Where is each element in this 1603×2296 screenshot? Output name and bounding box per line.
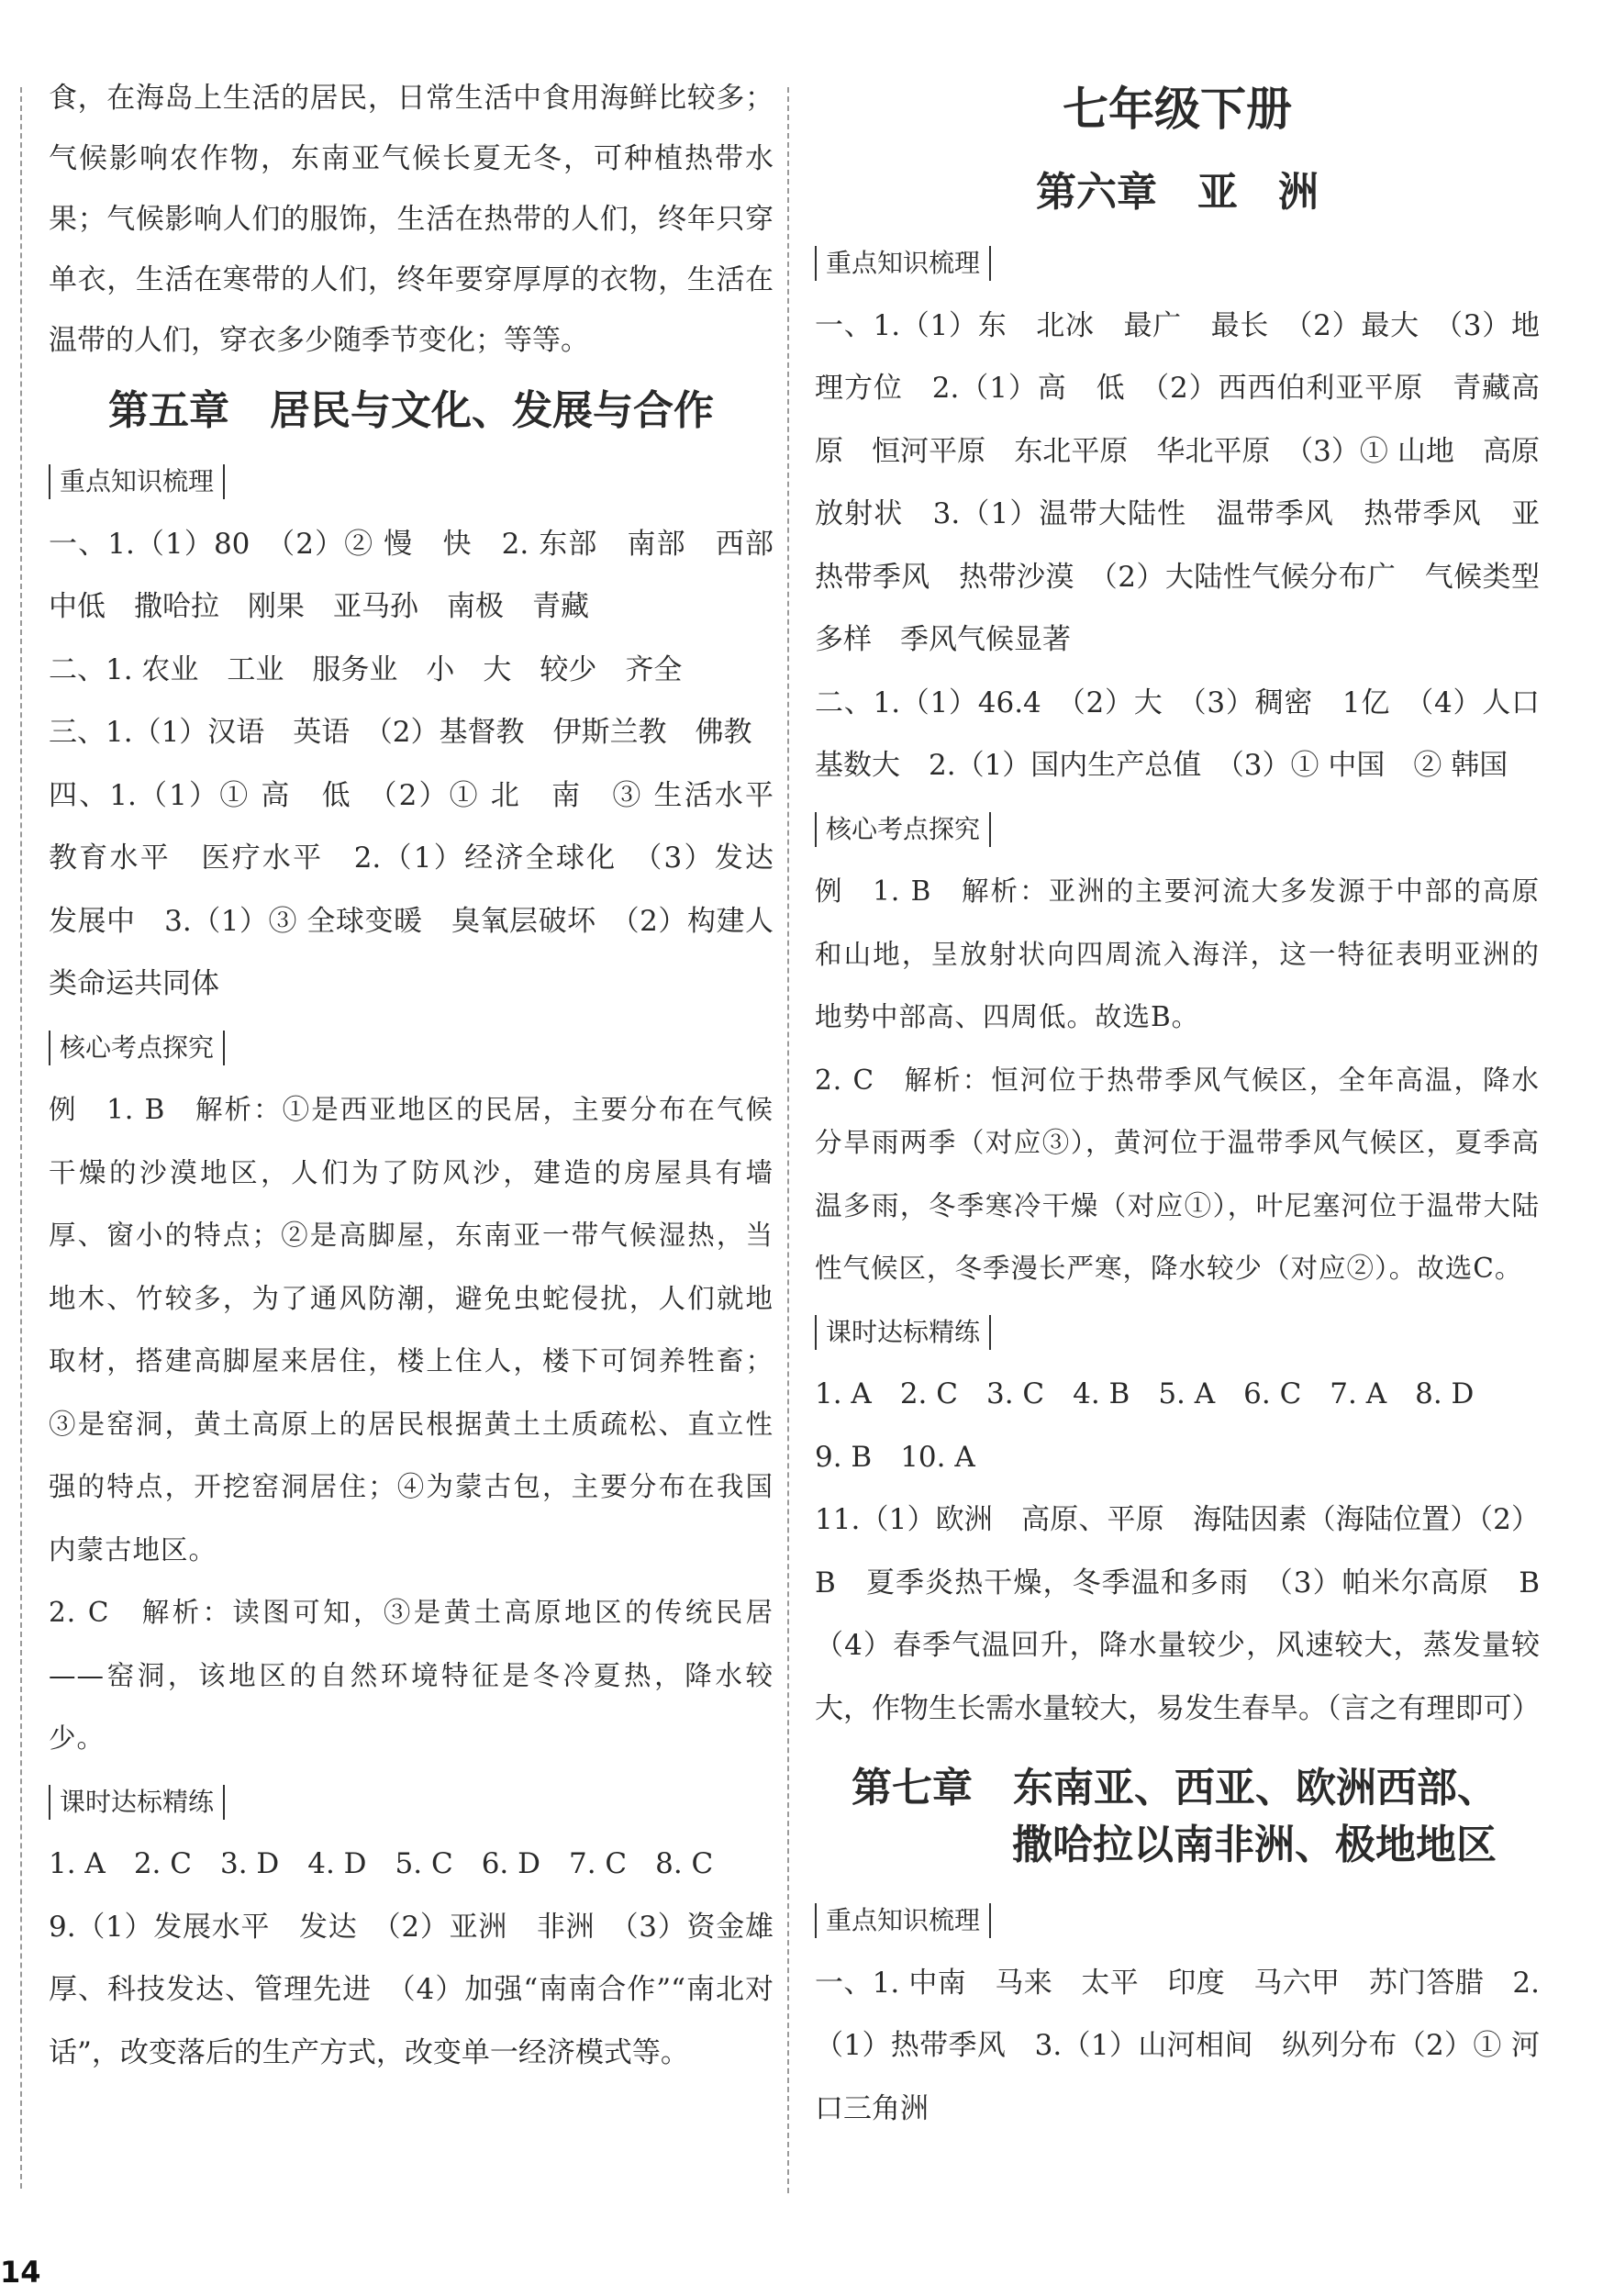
chapter-7-title-line-1: 第七章 东南亚、西亚、欧洲西部、: [852, 1765, 1497, 1811]
example-1: 例 1. B 解析：①是西亚地区的民居，主要分布在气候干燥的沙漠地区，人们为了防风沙，建造的房屋具有墙厚、窗小的特点；②是高脚屋，东南亚一带气候湿热，当地木、竹较多，为了通风防潮，避免虫蛇侵扰，人们就地取材，搭建高脚屋来居住，楼上住人，楼下可饲养牲畜；③是窑洞，黄土高原上的居民根据黄土土质疏松、直立性强的特点，开挖窑洞居住；④为蒙古包，主要分布在我国内蒙古地区。: [49, 1094, 774, 1566]
chapter-7-title-line-2: 撒哈拉以南非洲、极地地区: [1012, 1822, 1497, 1868]
column-divider: [787, 87, 789, 2193]
example-2: 2. C 解析：恒河位于热带季风气候区，全年高温，降水分旱雨两季（对应③），黄河位于温带季风气候区，夏季高温多雨，冬季寒冷干燥（对应①），叶尼塞河位于温带大陆性气候区，冬季漫长严寒，降水较少（对应②）。故选C。: [815, 1064, 1540, 1284]
example-1: 例 1. B 解析：亚洲的主要河流大多发源于中部的高原和山地，呈放射状向四周流入海洋，这一特征表明亚洲的地势中部高、四周低。故选B。: [815, 875, 1540, 1032]
knowledge-item-3: 一、1. 中南 马来 太平 印度 马六甲 苏门答腊 2.（1）热带季风 3.（1）山河相间 纵列分布（2）① 河口三角洲: [815, 1966, 1540, 2125]
example-2: 2. C 解析：读图可知，③是黄土高原地区的传统民居——窑洞，该地区的自然环境特征是冬冷夏热，降水较少。: [49, 1597, 774, 1754]
answer-11: 11.（1）欧洲 高原、平原 海陆因素（海陆位置）（2）B 夏季炎热干燥，冬季温和多雨 （3）帕米尔高原 B （4）春季气温回升，降水量较少，风速较大，蒸发量较大，作物生长需水量较大，易发生春旱。（言之有理即可）: [815, 1503, 1568, 1725]
answers-9-10: 9. B 10. A: [815, 1440, 975, 1474]
knowledge-item-2: 二、1. 农业 工业 服务业 小 大 较少 齐全: [49, 652, 683, 686]
book-title: 七年级下册: [1063, 83, 1292, 136]
chapter-5-title: 第五章 居民与文化、发展与合作: [108, 387, 714, 434]
chapter-7-title: [815, 1760, 1540, 1874]
page-number: 14: [0, 2255, 41, 2290]
knowledge-item-1: 一、1.（1）80 （2）② 慢 快 2. 东部 南部 西部 中低 撒哈拉 刚果 亚马孙 南极 青藏: [49, 527, 802, 623]
section-label-practice: 课时达标精练: [49, 1785, 225, 1820]
knowledge-item-4: 四、1.（1）① 高 低 （2）① 北 南 ③ 生活水平 教育水平 医疗水平 2.（1）经济全球化 （3）发达 发展中 3.（1）③ 全球变暖 臭氧层破坏 （2）构建人类命运共同体: [49, 778, 802, 1000]
section-label-practice: 课时达标精练: [815, 1315, 991, 1350]
section-label-knowledge-2: 重点知识梳理: [815, 1903, 991, 1938]
knowledge-item-2: 二、1.（1）46.4 （2）大 （3）稠密 1亿 （4）人口基数大 2.（1）国内生产总值 （3）① 中国 ② 韩国: [815, 685, 1540, 782]
answers-1-8: 1. A 2. C 3. D 4. D 5. C 6. D 7. C 8. C: [49, 1847, 714, 1880]
section-label-knowledge: 重点知识梳理: [815, 246, 991, 281]
section-label-knowledge: 重点知识梳理: [49, 464, 225, 499]
right-column: [815, 68, 1568, 2140]
answer-9: 9.（1）发展水平 发达 （2）亚洲 非洲 （3）资金雄厚、科技发达、管理先进 （4）加强“南南合作”“南北对话”，改变落后的生产方式，改变单一经济模式等。: [49, 1910, 774, 2069]
left-margin-rule: [20, 87, 22, 2189]
section-label-core: 核心考点探究: [49, 1031, 225, 1065]
section-label-core: 核心考点探究: [815, 812, 991, 847]
intro-paragraph: 食，在海岛上生活的居民，日常生活中食用海鲜比较多；气候影响农作物，东南亚气候长夏无冬，可种植热带水果；气候影响人们的服饰，生活在热带的人们，终年只穿单衣，生活在寒带的人们，终年要穿厚厚的衣物，生活在温带的人们，穿衣多少随季节变化；等等。: [49, 82, 774, 357]
left-column: [49, 68, 802, 2084]
chapter-6-title: 第六章 亚 洲: [1036, 169, 1319, 216]
knowledge-item-3: 三、1.（1）汉语 英语 （2）基督教 伊斯兰教 佛教: [49, 716, 752, 749]
knowledge-item-1: 一、1.（1）东 北冰 最广 最长 （2）最大 （3）地理方位 2.（1）高 低 （2）西西伯利亚平原 青藏高原 恒河平原 东北平原 华北平原 （3）① 山地 高原 放射状 3.（1）温带大陆性 温带季风 热带季风 亚热带季风 热带沙漠 （2）大陆性气候分布广 气候类型多样 季风气候显著: [815, 308, 1568, 656]
answers-1-8: 1. A 2. C 3. C 4. B 5. A 6. C 7. A 8. D: [815, 1377, 1475, 1410]
